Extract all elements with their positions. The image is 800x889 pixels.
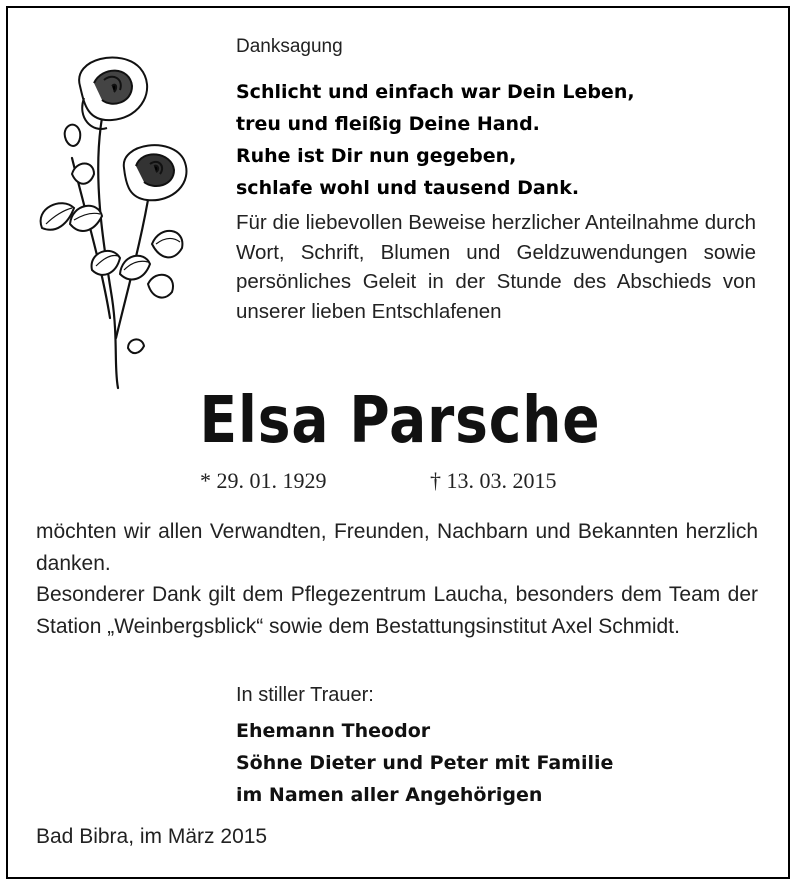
poem-line: Schlicht und einfach war Dein Leben, xyxy=(236,81,635,103)
birth-date: * 29. 01. 1929 xyxy=(200,468,327,493)
death-date: † 13. 03. 2015 xyxy=(430,468,557,493)
mourner-line: Ehemann Theodor xyxy=(236,720,431,742)
poem xyxy=(236,76,635,204)
mourning-heading: In stiller Trauer: xyxy=(236,684,374,706)
place-date: Bad Bibra, im März 2015 xyxy=(36,825,268,848)
mourner-line: Söhne Dieter und Peter mit Familie xyxy=(236,752,614,774)
rose-icon xyxy=(32,48,192,393)
poem-line: schlafe wohl und tausend Dank. xyxy=(236,177,580,199)
thanks-paragraph: möchten wir allen Verwandten, Freunden, Nachbarn und Bekannten herzlich danken. xyxy=(36,520,758,575)
mourners-list xyxy=(236,715,613,811)
thanks-body xyxy=(36,516,758,642)
section-heading: Danksagung xyxy=(236,36,343,57)
poem-line: Ruhe ist Dir nun gegeben, xyxy=(236,145,517,167)
mourner-line: im Namen aller Angehörigen xyxy=(236,784,543,806)
deceased-name: Elsa Parsche xyxy=(199,384,601,458)
special-thanks-paragraph: Besonderer Dank gilt dem Pflegezentrum Laucha, besonders dem Team der Station „Weinbergsblick“ sowie dem Bestattungsinstitut Axel Schmidt. xyxy=(36,583,758,638)
intro-paragraph: Für die liebevollen Beweise herzlicher Anteilnahme durch Wort, Schrift, Blumen und Geldzuwendungen sowie persönliches Geleit in der Stunde des Abschieds von unserer lieben Entschlafenen xyxy=(236,211,756,323)
poem-line: treu und fleißig Deine Hand. xyxy=(236,113,540,135)
